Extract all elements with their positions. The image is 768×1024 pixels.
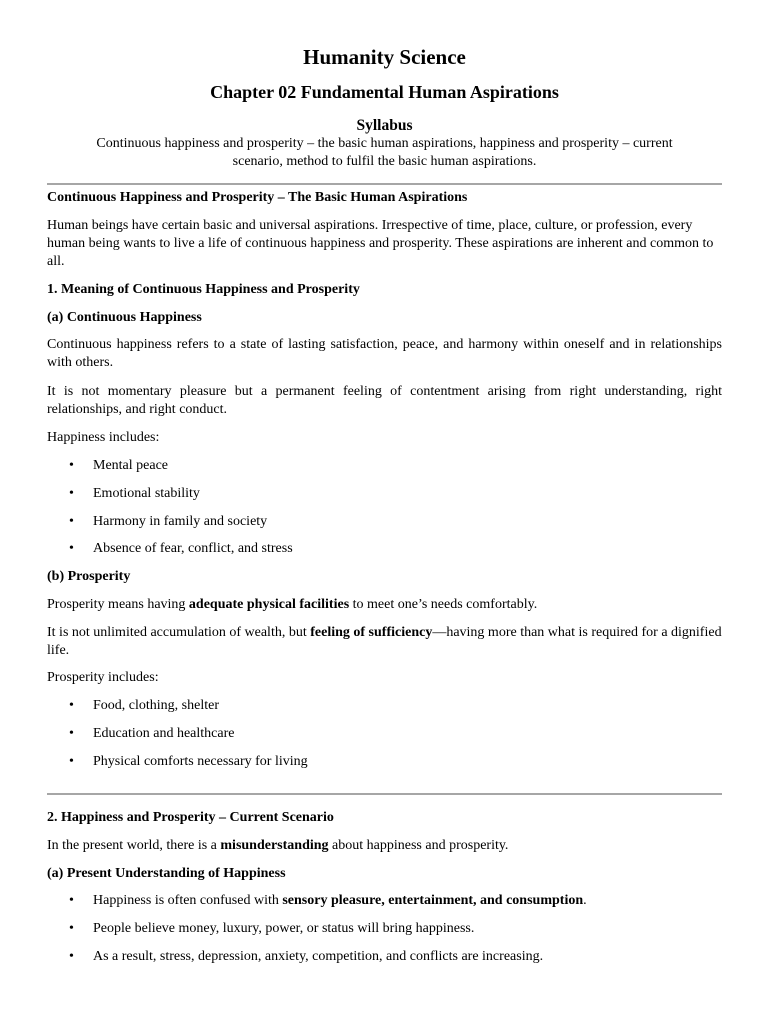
bullet-icon: • xyxy=(69,921,74,936)
bullet-icon: • xyxy=(69,754,74,769)
prosperity-includes-label: Prosperity includes: xyxy=(47,670,159,685)
syllabus-line-2: scenario, method to fulfil the basic human aspirations. xyxy=(232,154,537,169)
bullet-icon: • xyxy=(69,698,74,713)
list-item-text: People believe money, luxury, power, or status will bring happiness. xyxy=(93,921,475,936)
present-understanding-heading: (a) Present Understanding of Happiness xyxy=(47,866,286,881)
chapter-title: Chapter 02 Fundamental Human Aspirations xyxy=(210,82,559,102)
meaning-heading: 1. Meaning of Continuous Happiness and Prosperity xyxy=(47,282,360,297)
prosperity-heading: (b) Prosperity xyxy=(47,569,131,584)
text-run: —having more than what is required for a dignified life. xyxy=(47,625,722,658)
bullet-icon: • xyxy=(69,458,74,473)
text-run: . xyxy=(583,893,587,908)
list-item-text: Absence of fear, conflict, and stress xyxy=(93,541,293,556)
section1-heading: Continuous Happiness and Prosperity – The Basic Human Aspirations xyxy=(47,190,468,205)
list-item-text: Harmony in family and society xyxy=(93,514,268,529)
happiness-includes-label: Happiness includes: xyxy=(47,430,160,445)
syllabus-heading: Syllabus xyxy=(356,117,413,134)
list-item-text: As a result, stress, depression, anxiety, competition, and conflicts are increasing. xyxy=(93,949,544,964)
bullet-icon: • xyxy=(69,541,74,556)
happiness-heading: (a) Continuous Happiness xyxy=(47,310,202,325)
section1-intro: Human beings have certain basic and universal aspirations. Irrespective of time, place, culture, or profession, every human being wants to live a life of continuous happiness and prosperity. These aspirations are inherent and common to all. xyxy=(47,218,714,269)
list-item-text xyxy=(93,892,587,910)
list-item-text: Education and healthcare xyxy=(93,726,235,741)
list-item-text: Emotional stability xyxy=(93,486,200,501)
text-run: about happiness and prosperity. xyxy=(328,838,509,853)
list-item-text: Mental peace xyxy=(93,458,169,473)
text-run: Happiness is often confused with xyxy=(93,893,283,908)
section2-intro xyxy=(47,837,722,855)
happiness-paragraph-2: It is not momentary pleasure but a permanent feeling of contentment arising from right understanding, right relationships, and right conduct. xyxy=(47,384,722,417)
text-run: Prosperity means having xyxy=(47,597,189,612)
bold-text-run: misunderstanding xyxy=(220,838,329,853)
syllabus-line-1: Continuous happiness and prosperity – the basic human aspirations, happiness and prosperity – current xyxy=(96,136,673,151)
bold-text-run: adequate physical facilities xyxy=(188,597,350,612)
section2-heading: 2. Happiness and Prosperity – Current Scenario xyxy=(47,810,334,825)
divider-top xyxy=(47,183,722,185)
text-run: It is not unlimited accumulation of wealth, but xyxy=(47,625,311,640)
document-title: Humanity Science xyxy=(303,45,466,69)
bullet-icon: • xyxy=(69,486,74,501)
bold-text-run: sensory pleasure, entertainment, and consumption xyxy=(282,893,584,908)
divider-middle xyxy=(47,793,722,795)
prosperity-paragraph-2 xyxy=(47,624,722,660)
bullet-icon: • xyxy=(69,949,74,964)
text-run: In the present world, there is a xyxy=(47,838,221,853)
list-item-text: Food, clothing, shelter xyxy=(93,698,219,713)
prosperity-paragraph-1 xyxy=(47,596,722,614)
list-item-text: Physical comforts necessary for living xyxy=(93,754,308,769)
bullet-icon: • xyxy=(69,726,74,741)
bold-text-run: feeling of sufficiency xyxy=(310,625,433,640)
happiness-paragraph-1: Continuous happiness refers to a state of lasting satisfaction, peace, and harmony within oneself and in relationships with others. xyxy=(47,337,722,370)
bullet-icon: • xyxy=(69,514,74,529)
syllabus-text xyxy=(47,135,722,171)
text-run: to meet one’s needs comfortably. xyxy=(349,597,538,612)
bullet-icon: • xyxy=(69,893,74,908)
